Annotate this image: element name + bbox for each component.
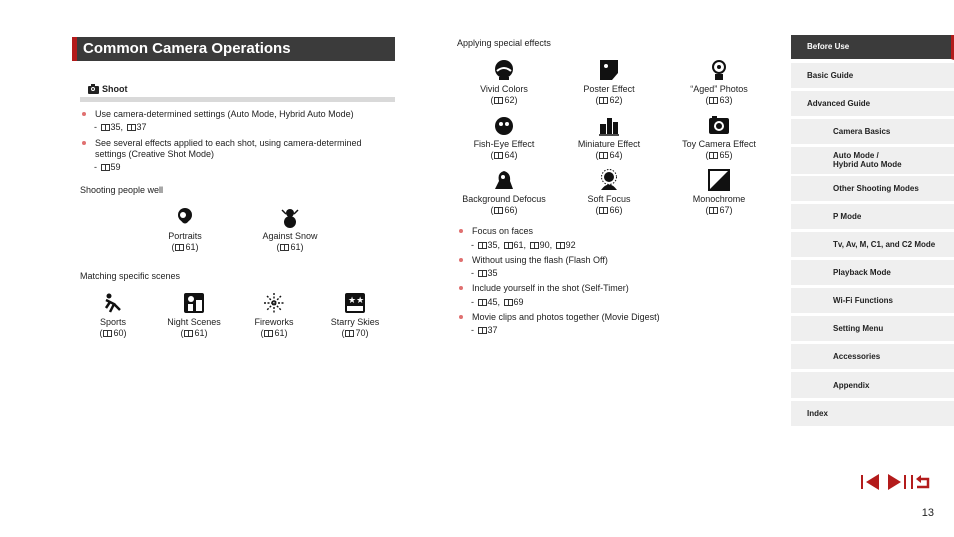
- page-ref-icon: [478, 270, 487, 277]
- poster-effect-icon: [598, 59, 620, 81]
- night-scenes-item[interactable]: Night Scenes ( 61): [139, 292, 249, 339]
- shoot-section-header: [80, 83, 395, 102]
- page-ref-icon: [127, 124, 136, 131]
- monochrome-item[interactable]: Monochrome ( 67): [664, 169, 774, 216]
- arrow-left-icon: [861, 473, 881, 491]
- people-heading: Shooting people well: [80, 185, 164, 195]
- effects-heading: Applying special effects: [457, 38, 551, 48]
- page-ref-icon: [599, 97, 608, 104]
- aged-photos-icon: [708, 59, 730, 81]
- page-number: 13: [921, 507, 934, 519]
- shoot-bullet-1-refs[interactable]: - 35, 37: [94, 122, 147, 132]
- soft-focus-item[interactable]: Soft Focus ( 66): [554, 169, 664, 216]
- page-ref-icon: [709, 207, 718, 214]
- aged-photos-item[interactable]: “Aged” Photos ( 63): [664, 59, 774, 106]
- bullet-dot: [459, 315, 463, 319]
- page-ref-icon: [175, 244, 184, 251]
- page-ref-icon: [478, 242, 487, 249]
- other-bullet-4: Movie clips and photos together (Movie Digest): [459, 312, 759, 324]
- arrow-right-icon: [886, 473, 906, 491]
- portrait-icon: [174, 206, 196, 228]
- soft-focus-icon: [598, 169, 620, 191]
- page-ref-icon: [504, 242, 513, 249]
- vivid-colors-icon: [493, 59, 515, 81]
- sidebar-item-playback-mode[interactable]: Playback Mode: [791, 260, 954, 286]
- page-ref-icon: [599, 152, 608, 159]
- page-ref-icon: [184, 330, 193, 337]
- return-icon: [911, 473, 933, 491]
- page-ref-icon: [556, 242, 565, 249]
- night-scene-icon: [183, 292, 205, 314]
- poster-effect-item[interactable]: Poster Effect ( 62): [554, 59, 664, 106]
- sidebar-item-index[interactable]: Index: [791, 401, 954, 427]
- page-ref-icon: [280, 244, 289, 251]
- against-snow-item[interactable]: Against Snow ( 61): [235, 206, 345, 253]
- page-ref-icon: [504, 299, 513, 306]
- snowman-icon: [279, 206, 301, 228]
- vivid-colors-item[interactable]: Vivid Colors ( 62): [449, 59, 559, 106]
- other-bullet-2-refs[interactable]: - 35: [471, 268, 498, 278]
- sidebar-item-tv-av-m-mode[interactable]: Tv, Av, M, C1, and C2 Mode: [791, 232, 954, 258]
- bullet-dot: [459, 286, 463, 290]
- miniature-icon: [598, 114, 620, 136]
- page-title: Common Camera Operations: [83, 40, 291, 57]
- page-ref-icon: [264, 330, 273, 337]
- page-ref-icon: [494, 152, 503, 159]
- fireworks-item[interactable]: Fireworks ( 61): [219, 292, 329, 339]
- page-ref-icon: [494, 207, 503, 214]
- fireworks-icon: [263, 292, 285, 314]
- fisheye-icon: [493, 114, 515, 136]
- bullet-dot: [82, 112, 86, 116]
- sidebar-item-camera-basics[interactable]: Camera Basics: [791, 119, 954, 145]
- sidebar-item-before-use[interactable]: Before Use: [791, 35, 954, 60]
- shoot-bullet-2: See several effects applied to each shot, using camera-determined settings (Creative Shot Mode): [82, 138, 402, 162]
- monochrome-icon: [708, 169, 730, 191]
- other-bullet-3: Include yourself in the shot (Self-Timer): [459, 283, 759, 295]
- page-ref-icon: [103, 330, 112, 337]
- sidebar-item-auto-mode[interactable]: Auto Mode / Hybrid Auto Mode: [791, 147, 954, 175]
- scenes-heading: Matching specific scenes: [80, 271, 181, 281]
- page-ref-icon: [101, 124, 110, 131]
- sidebar-item-wifi-functions[interactable]: Wi-Fi Functions: [791, 288, 954, 314]
- shoot-bullet-1: Use camera-determined settings (Auto Mode, Hybrid Auto Mode): [82, 109, 402, 121]
- background-defocus-icon: [493, 169, 515, 191]
- page-ref-icon: [599, 207, 608, 214]
- page-ref-icon: [345, 330, 354, 337]
- other-bullet-4-refs[interactable]: - 37: [471, 325, 498, 335]
- page-ref-icon: [494, 97, 503, 104]
- shoot-bullet-2-refs[interactable]: - 59: [94, 162, 121, 172]
- sports-item[interactable]: Sports ( 60): [58, 292, 168, 339]
- page-ref-icon: [530, 242, 539, 249]
- sidebar-item-accessories[interactable]: Accessories: [791, 344, 954, 370]
- portraits-item[interactable]: Portraits ( 61): [130, 206, 240, 253]
- sidebar-item-appendix[interactable]: Appendix: [791, 372, 954, 399]
- page-ref-icon: [478, 299, 487, 306]
- page-ref-icon: [709, 97, 718, 104]
- sidebar-item-basic-guide[interactable]: Basic Guide: [791, 63, 954, 89]
- other-bullet-1: Focus on faces: [459, 226, 759, 238]
- other-bullet-3-refs[interactable]: - 45, 69: [471, 297, 524, 307]
- starry-skies-item[interactable]: ★★ Starry Skies ( 70): [300, 292, 410, 339]
- page-ref-icon: [101, 164, 110, 171]
- fisheye-item[interactable]: Fish-Eye Effect ( 64): [449, 114, 559, 161]
- other-bullet-2: Without using the flash (Flash Off): [459, 255, 759, 267]
- shoot-heading: Shoot: [102, 84, 128, 94]
- page-ref-icon: [709, 152, 718, 159]
- other-bullet-1-refs[interactable]: - 35, 61, 90, 92: [471, 240, 576, 250]
- sidebar-item-setting-menu[interactable]: Setting Menu: [791, 316, 954, 342]
- toy-camera-item[interactable]: Toy Camera Effect ( 65): [664, 114, 774, 161]
- previous-page-button[interactable]: [861, 473, 881, 491]
- page-title-bar: [72, 37, 395, 61]
- sports-icon: [102, 292, 124, 314]
- next-page-button[interactable]: [886, 473, 906, 491]
- camera-icon: [88, 86, 99, 94]
- starry-sky-icon: [344, 292, 366, 314]
- sidebar-item-other-shooting-modes[interactable]: Other Shooting Modes: [791, 176, 954, 202]
- sidebar-item-advanced-guide[interactable]: Advanced Guide: [791, 91, 954, 117]
- toy-camera-icon: [708, 114, 730, 136]
- sidebar-item-p-mode[interactable]: P Mode: [791, 204, 954, 230]
- miniature-item[interactable]: Miniature Effect ( 64): [554, 114, 664, 161]
- bullet-dot: [459, 229, 463, 233]
- bullet-dot: [459, 258, 463, 262]
- bullet-dot: [82, 141, 86, 145]
- background-defocus-item[interactable]: Background Defocus ( 66): [449, 169, 559, 216]
- back-button[interactable]: [911, 473, 933, 491]
- page-ref-icon: [478, 327, 487, 334]
- svg-text:★★: ★★: [348, 296, 365, 306]
